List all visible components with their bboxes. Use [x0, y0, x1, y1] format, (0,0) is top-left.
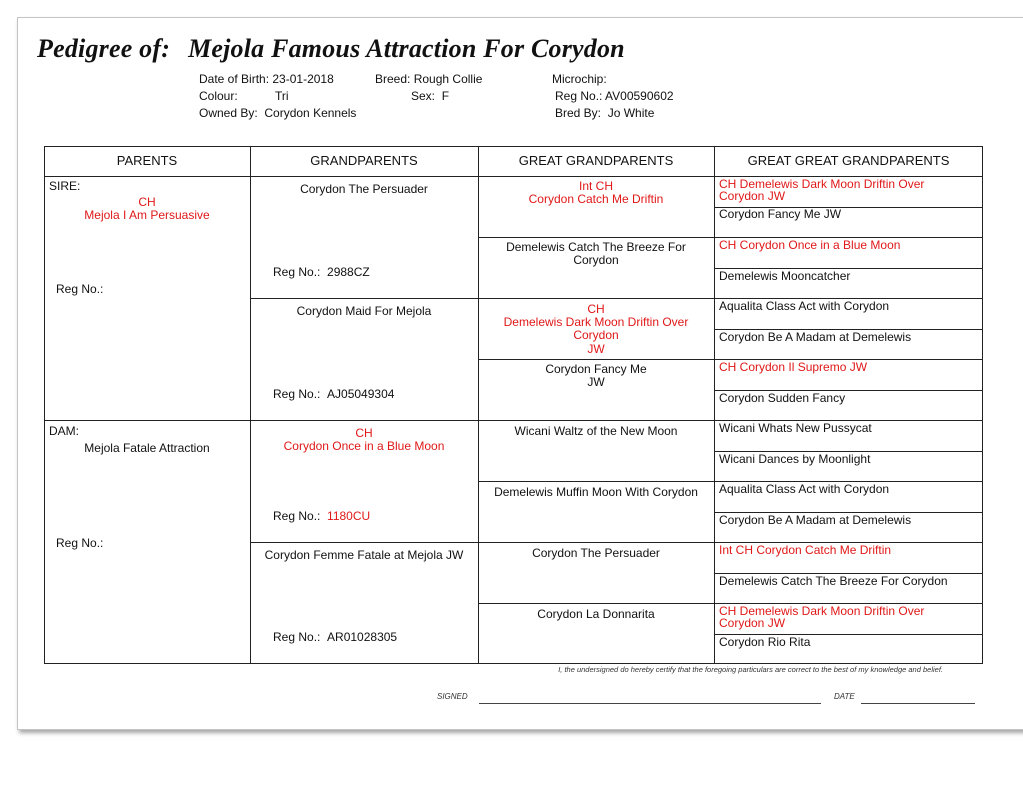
table-border-top	[44, 146, 983, 147]
great-grandparent-2-name: Demelewis Catch The Breeze For Corydon	[506, 240, 686, 267]
great-grandparent-3-suffix: JW	[587, 343, 605, 356]
table-border-left	[44, 146, 45, 664]
bred-field: Bred By: Jo White	[555, 106, 655, 120]
sire-reg-label: Reg No.:	[56, 282, 104, 296]
microchip-field: Microchip:	[552, 72, 607, 86]
great-grandparent-7-name: Corydon The Persuader	[532, 546, 660, 560]
owned-field: Owned By: Corydon Kennels	[199, 106, 357, 120]
sire-label: SIRE:	[49, 179, 81, 193]
ggg-8: Corydon Sudden Fancy	[719, 391, 846, 405]
table-border-right	[982, 146, 983, 664]
ggg-10: Wicani Dances by Moonlight	[719, 452, 871, 466]
grandparent-1-reg: Reg No.: 2988CZ	[273, 265, 370, 279]
grandparent-3-name: Corydon Once in a Blue Moon	[283, 439, 445, 453]
grandparent-2-name: Corydon Maid For Mejola	[296, 304, 432, 318]
grandparent-3-reg: Reg No.: 1180CU	[273, 509, 371, 523]
ggg-11: Aqualita Class Act with Corydon	[719, 482, 890, 496]
ggg-5: Aqualita Class Act with Corydon	[719, 299, 890, 313]
great-grandparent-8-name: Corydon La Donnarita	[537, 607, 655, 621]
great-grandparent-4-suffix: JW	[587, 375, 605, 389]
regno-value: AV00590602	[605, 89, 674, 103]
sex-field: Sex: F	[411, 89, 450, 103]
ggg-6: Corydon Be A Madam at Demelewis	[719, 330, 912, 344]
title-label: Pedigree of:	[37, 34, 171, 63]
dam-name: Mejola Fatale Attraction	[84, 441, 210, 455]
date-label: DATE	[834, 692, 855, 701]
great-grandparent-3-title: CH	[587, 302, 605, 316]
ggg-2: Corydon Fancy Me JW	[719, 207, 842, 221]
great-grandparent-1-title: Int CH	[578, 179, 613, 193]
col-divider	[478, 146, 479, 664]
dog-name: Mejola Famous Attraction For Corydon	[188, 34, 625, 63]
ggg-3: CH Corydon Once in a Blue Moon	[719, 238, 901, 252]
certification-text: I, the undersigned do hereby certify that the foregoing particulars are correct to the best of my knowledge and belief.	[558, 665, 943, 674]
dam-reg-label: Reg No.:	[56, 536, 104, 550]
colour-label: Colour:	[199, 89, 238, 103]
dam-label: DAM:	[49, 424, 79, 438]
ggg-14: Demelewis Catch The Breeze For Corydon	[719, 574, 948, 588]
col-header-great-great-grandparents: GREAT GREAT GRANDPARENTS	[747, 153, 950, 168]
great-grandparent-6-name: Demelewis Muffin Moon With Corydon	[494, 485, 698, 499]
col-header-parents: PARENTS	[116, 153, 178, 168]
owned-value: Corydon Kennels	[264, 106, 357, 120]
sire-name: Mejola I Am Persuasive	[84, 208, 210, 222]
grandparent-1-name: Corydon The Persuader	[300, 182, 428, 196]
date-line[interactable]	[861, 703, 975, 704]
great-grandparent-4-name: Corydon Fancy Me	[545, 362, 647, 376]
breed-value: Rough Collie	[413, 72, 483, 86]
col-header-grandparents: GRANDPARENTS	[310, 153, 418, 168]
ggg-16: Corydon Rio Rita	[719, 635, 811, 649]
signed-label: SIGNED	[437, 692, 468, 701]
ggg-12: Corydon Be A Madam at Demelewis	[719, 513, 912, 527]
table-border-bottom	[44, 663, 983, 664]
col-divider	[714, 146, 715, 664]
col-divider	[250, 146, 251, 664]
ggg-4: Demelewis Mooncatcher	[719, 269, 851, 283]
dob-field: Date of Birth: 23-01-2018	[199, 72, 334, 86]
breed-field: Breed: Rough Collie	[375, 72, 483, 86]
ggg-15: CH Demelewis Dark Moon Driftin Over Corydon JW	[719, 604, 925, 630]
signed-line[interactable]	[479, 703, 821, 704]
ggg-1: CH Demelewis Dark Moon Driftin Over Corydon JW	[719, 177, 925, 203]
ggg-7: CH Corydon Il Supremo JW	[719, 360, 868, 374]
sex-value: F	[441, 89, 450, 103]
ggg-13: Int CH Corydon Catch Me Driftin	[719, 543, 892, 557]
col-header-great-grandparents: GREAT GRANDPARENTS	[518, 153, 674, 168]
great-grandparent-1-name: Corydon Catch Me Driftin	[528, 192, 664, 206]
great-grandparent-5-name: Wicani Waltz of the New Moon	[514, 424, 678, 438]
grandparent-4-reg: Reg No.: AR01028305	[273, 630, 398, 644]
grandparent-3-title: CH	[355, 426, 373, 440]
grandparent-4-name: Corydon Femme Fatale at Mejola JW	[264, 548, 464, 562]
pedigree-table	[44, 146, 983, 664]
page-title	[37, 34, 625, 64]
grandparent-2-reg: Reg No.: AJ05049304	[273, 387, 395, 401]
regno-field: Reg No.: AV00590602	[555, 89, 674, 103]
ggg-9: Wicani Whats New Pussycat	[719, 421, 872, 435]
colour-value: Tri	[275, 89, 289, 103]
bred-value: Jo White	[607, 106, 655, 120]
great-grandparent-3-name: Demelewis Dark Moon Driftin Over Corydon	[503, 315, 689, 342]
dob-value: 23-01-2018	[272, 72, 334, 86]
sire-title: CH	[138, 195, 156, 209]
